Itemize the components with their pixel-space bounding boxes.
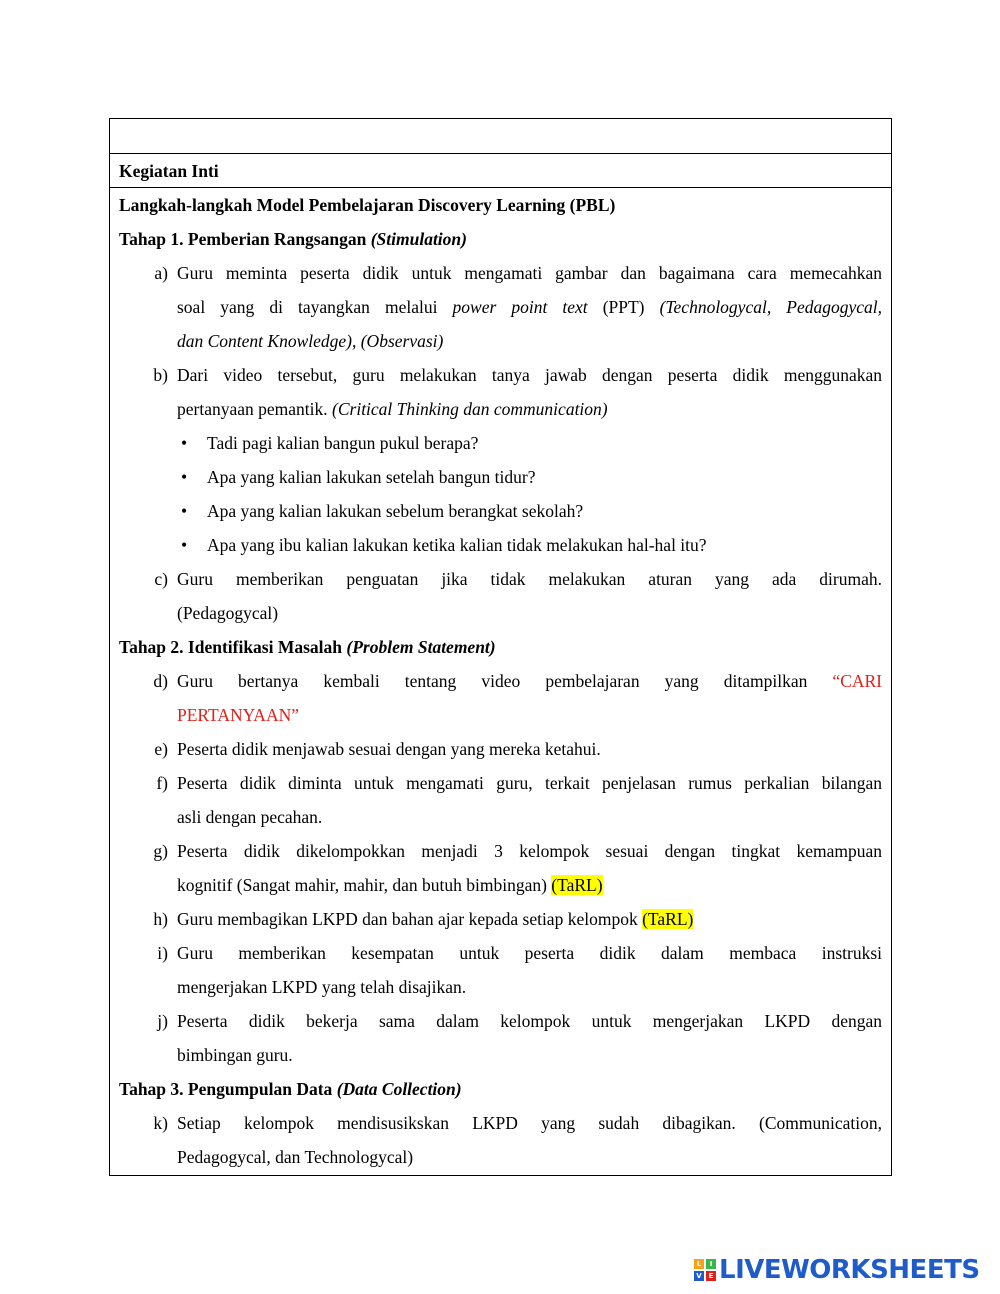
- list-item-c: c) Guru memberikan penguatan jika tidak melakukan aturan yang ada dirumah. (Pedagogycal): [154, 569, 882, 623]
- stage-3-heading: Tahap 3. Pengumpulan Data (Data Collection): [119, 1079, 462, 1099]
- logo-mark-cell: E: [706, 1271, 716, 1281]
- stage-2-heading: Tahap 2. Identifikasi Masalah (Problem Statement): [119, 637, 496, 657]
- list-item-f: f) Peserta didik diminta untuk mengamati guru, terkait penjelasan rumus perkalian bilangan asli dengan pecahan.: [156, 773, 882, 827]
- logo-mark-cell: I: [706, 1259, 716, 1269]
- bullet-icon: •: [181, 501, 188, 521]
- logo-mark-cell: L: [694, 1259, 704, 1269]
- bullet-item: • Apa yang kalian lakukan sebelum berangkat sekolah?: [119, 494, 882, 528]
- bullet-item: • Tadi pagi kalian bangun pukul berapa?: [119, 426, 882, 460]
- logo-mark-cell: V: [694, 1271, 704, 1281]
- list-item-h: h) Guru membagikan LKPD dan bahan ajar kepada setiap kelompok (TaRL): [153, 909, 694, 929]
- bullet-icon: •: [181, 535, 188, 555]
- list-item-b: b) Dari video tersebut, guru melakukan tanya jawab dengan peserta didik menggunakan pertanyaan pemantik. (Critical Thinking dan communication): [153, 365, 882, 419]
- list-item-e: e) Peserta didik menjawab sesuai dengan yang mereka ketahui.: [154, 739, 601, 759]
- logo-text: LIVEWORKSHEETS: [719, 1255, 980, 1285]
- table-body: [110, 188, 891, 1175]
- tarl-highlight: (TaRL): [642, 909, 694, 929]
- list-item-i: i) Guru memberikan kesempatan untuk peserta didik dalam membaca instruksi mengerjakan LKPD yang telah disajikan.: [157, 943, 882, 997]
- list-item-g: g) Peserta didik dikelompokkan menjadi 3 kelompok sesuai dengan tingkat kemampuan kognitif (Sangat mahir, mahir, dan butuh bimbingan) (TaRL): [153, 841, 882, 895]
- bullet-icon: •: [181, 433, 188, 453]
- bullet-icon: •: [181, 467, 188, 487]
- section-heading: Langkah-langkah Model Pembelajaran Discovery Learning (PBL): [119, 195, 616, 215]
- liveworksheets-logo[interactable]: [694, 1255, 980, 1285]
- stage-1-heading: Tahap 1. Pemberian Rangsangan (Stimulation): [119, 229, 467, 249]
- lesson-table: [109, 118, 892, 1176]
- bullet-item: • Apa yang ibu kalian lakukan ketika kalian tidak melakukan hal-hal itu?: [119, 528, 882, 562]
- bullet-item: • Apa yang kalian lakukan setelah bangun tidur?: [119, 460, 882, 494]
- list-item-a: a) Guru meminta peserta didik untuk mengamati gambar dan bagaimana cara memecahkan soal yang di tayangkan melalui power point text (PPT) (Technologycal, Pedagogycal, dan Content Knowledge), (Observasi): [154, 263, 882, 351]
- table-header: Kegiatan Inti: [110, 154, 891, 188]
- list-item-j: j) Peserta didik bekerja sama dalam kelompok untuk mengerjakan LKPD dengan bimbingan guru.: [157, 1011, 882, 1065]
- list-item-d: d) Guru bertanya kembali tentang video pembelajaran yang ditampilkan “CARI PERTANYAAN”: [153, 671, 882, 725]
- empty-row: [110, 119, 891, 154]
- logo-mark-icon: [694, 1259, 716, 1281]
- list-item-k: k) Setiap kelompok mendisusikskan LKPD yang sudah dibagikan. (Communication, Pedagogycal, dan Technologycal): [153, 1113, 882, 1167]
- tarl-highlight: (TaRL): [551, 875, 603, 895]
